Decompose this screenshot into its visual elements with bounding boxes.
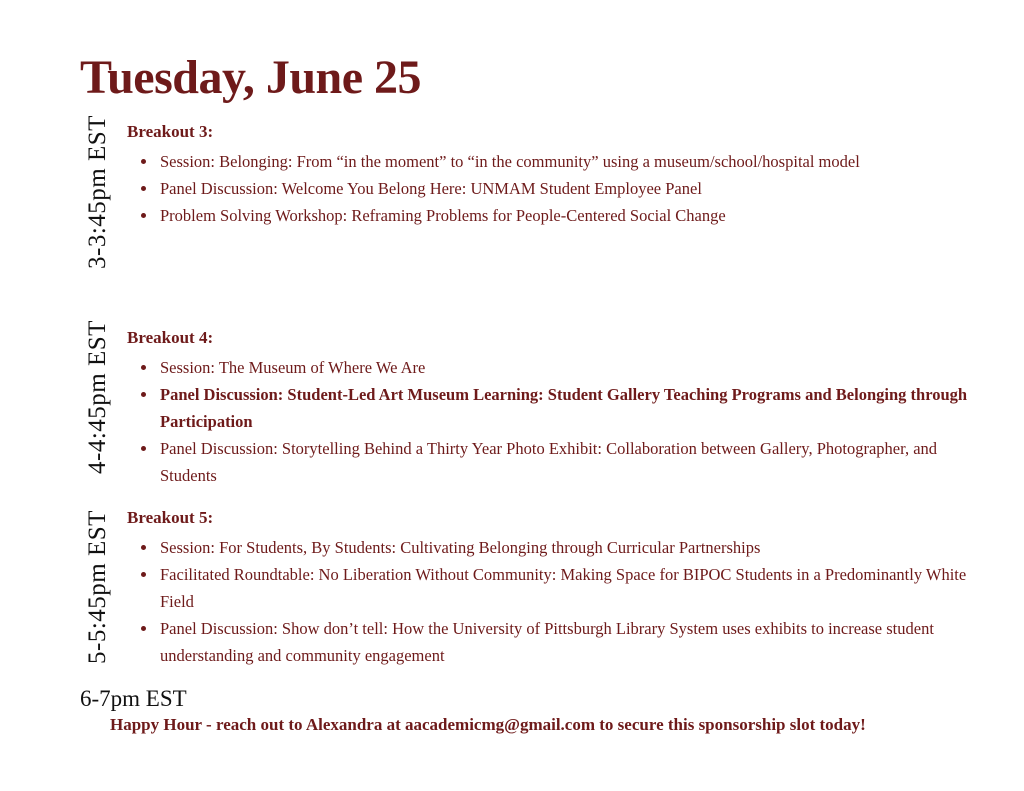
session-list (127, 354, 977, 489)
page-title: Tuesday, June 25 (80, 51, 422, 104)
time-label-breakout-4: 4-4:45pm EST (84, 320, 111, 474)
breakout-heading: Breakout 4: (127, 328, 214, 347)
session-item: Panel Discussion: Storytelling Behind a Thirty Year Photo Exhibit: Collaboration between Gallery, Photographer, and Students (127, 435, 977, 489)
breakout-heading: Breakout 5: (127, 508, 214, 527)
session-list (127, 148, 977, 229)
happy-hour-time: 6-7pm EST (80, 686, 187, 711)
session-item: Panel Discussion: Student-Led Art Museum Learning: Student Gallery Teaching Programs and Belonging through Participation (127, 381, 977, 435)
breakout-4-block (127, 328, 977, 489)
session-item: Problem Solving Workshop: Reframing Problems for People-Centered Social Change (127, 202, 977, 229)
breakout-3-block (127, 122, 977, 229)
session-item: Session: The Museum of Where We Are (127, 354, 977, 381)
happy-hour-note: Happy Hour - reach out to Alexandra at aacademicmg@gmail.com to secure this sponsorship slot today! (110, 715, 866, 734)
session-item: Panel Discussion: Show don’t tell: How the University of Pittsburgh Library System uses exhibits to increase student understanding and community engagement (127, 615, 977, 669)
breakout-heading: Breakout 3: (127, 122, 214, 141)
session-item: Facilitated Roundtable: No Liberation Without Community: Making Space for BIPOC Students in a Predominantly White Field (127, 561, 977, 615)
session-item: Panel Discussion: Welcome You Belong Here: UNMAM Student Employee Panel (127, 175, 977, 202)
session-item: Session: Belonging: From “in the moment” to “in the community” using a museum/school/hospital model (127, 148, 977, 175)
breakout-5-block (127, 508, 977, 669)
time-label-breakout-5: 5-5:45pm EST (84, 510, 111, 664)
session-list (127, 534, 977, 669)
session-item: Session: For Students, By Students: Cultivating Belonging through Curricular Partnerships (127, 534, 977, 561)
time-label-breakout-3: 3-3:45pm EST (84, 115, 111, 269)
